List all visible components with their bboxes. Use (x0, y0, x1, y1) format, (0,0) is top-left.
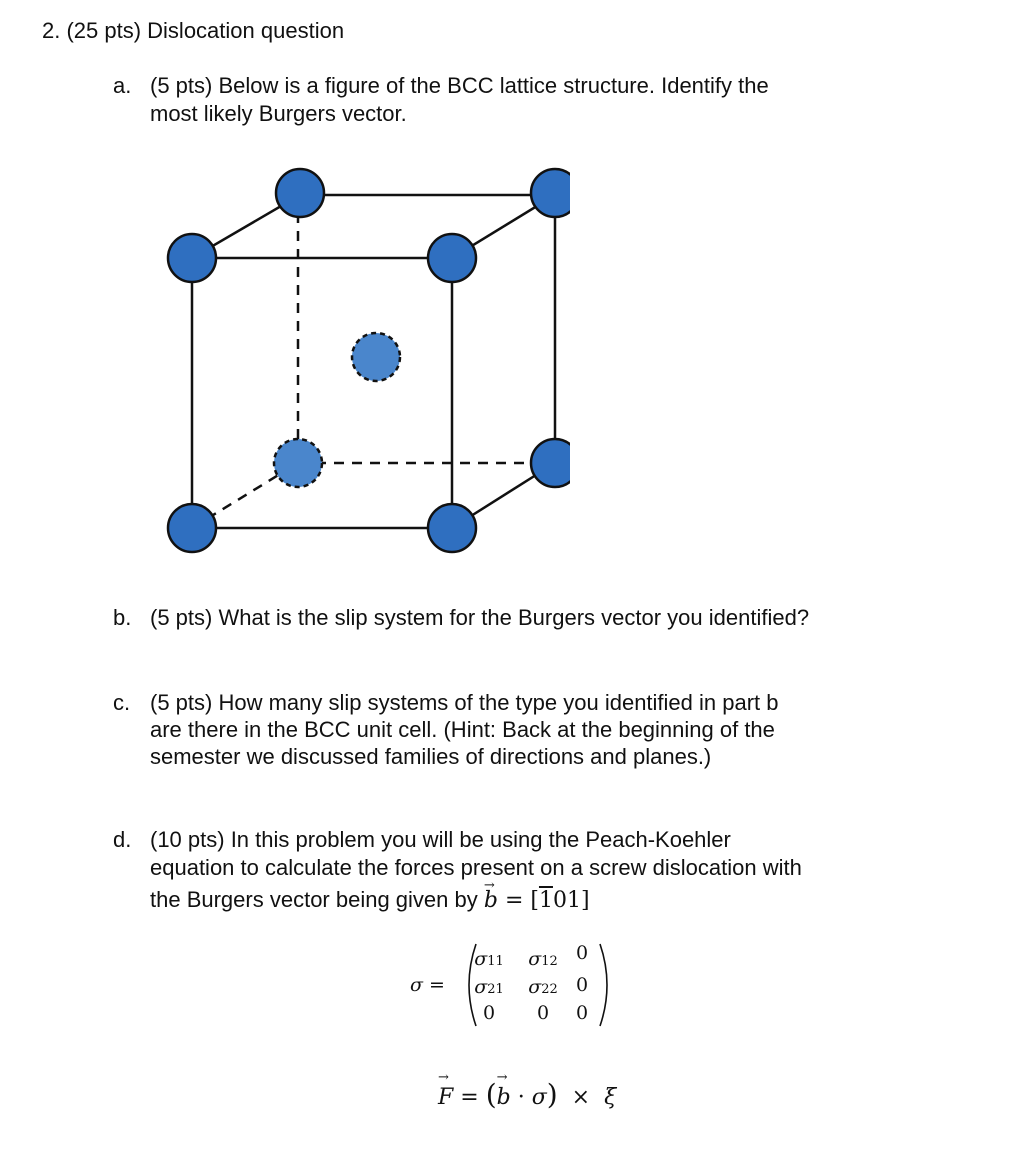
close-paren: ) (546, 1078, 558, 1111)
part-a-line2: most likely Burgers vector. (150, 101, 407, 126)
force-b-symbol: b → (497, 1085, 511, 1110)
part-b-letter: b. (113, 605, 132, 630)
part-b-line1: (5 pts) What is the slip system for the Burgers vector you identified? (150, 605, 810, 630)
part-a-line1: (5 pts) Below is a figure of the BCC lattice structure. Identify the (150, 73, 769, 98)
matrix-right-paren (596, 942, 616, 1028)
equals-sign: = (497, 888, 531, 913)
atom-front-bottom-right (428, 504, 476, 552)
matrix-cell-11: σ11 (474, 948, 504, 970)
question-title: 2. (25 pts) Dislocation question (42, 18, 345, 43)
miller-close-bracket: ] (580, 888, 590, 913)
part-c-letter: c. (113, 690, 131, 715)
force-vector-symbol: F → (438, 1085, 453, 1110)
matrix-cell-21: σ21 (474, 976, 504, 998)
matrix-cell-31: 0 (482, 1002, 496, 1024)
atom-front-top-right (428, 234, 476, 282)
atom-body-center (352, 333, 400, 381)
part-d-letter: d. (113, 827, 132, 852)
part-d-line3-prefix: the Burgers vector being given by (150, 887, 484, 912)
miller-rest-digits: 01 (552, 888, 581, 913)
miller-open-bracket: [ (530, 888, 539, 913)
matrix-cell-33: 0 (575, 1002, 589, 1024)
sigma-lhs: σ = (410, 974, 445, 996)
matrix-cell-22: σ22 (528, 976, 558, 998)
matrix-cell-13: 0 (575, 942, 589, 964)
part-d-line2: equation to calculate the forces present on a screw dislocation with (150, 855, 802, 880)
part-d-line3 (150, 886, 590, 915)
peach-koehler-equation (438, 1078, 616, 1111)
burgers-vector-symbol: b → (484, 887, 498, 915)
part-c-line2: are there in the BCC unit cell. (Hint: Back at the beginning of the (150, 717, 775, 742)
atom-front-top-left (168, 234, 216, 282)
part-c-line1: (5 pts) How many slip systems of the type you identified in part b (150, 690, 779, 715)
matrix-cell-12: σ12 (528, 948, 558, 970)
cross-operator: × (557, 1085, 605, 1110)
matrix-cell-23: 0 (575, 974, 589, 996)
force-equals: = (453, 1085, 486, 1110)
open-paren: ( (485, 1078, 497, 1111)
atom-back-bottom-left (274, 439, 322, 487)
xi-symbol: ξ (604, 1085, 617, 1110)
atom-back-top-right (531, 169, 570, 217)
force-sigma-symbol: σ (531, 1085, 547, 1110)
part-d-line1: (10 pts) In this problem you will be using the Peach-Koehler (150, 827, 731, 852)
atom-back-bottom-right (531, 439, 570, 487)
miller-index (530, 888, 589, 913)
atom-back-top-left (276, 169, 324, 217)
matrix-cell-32: 0 (536, 1002, 550, 1024)
part-a-letter: a. (113, 73, 132, 98)
bcc-lattice-figure (150, 160, 570, 570)
miller-bar-digit: 1 (538, 888, 553, 913)
part-c-line3: semester we discussed families of directions and planes.) (150, 744, 712, 769)
stress-tensor-matrix (400, 940, 640, 1030)
atom-front-bottom-left (168, 504, 216, 552)
dot-operator: · (510, 1085, 532, 1110)
